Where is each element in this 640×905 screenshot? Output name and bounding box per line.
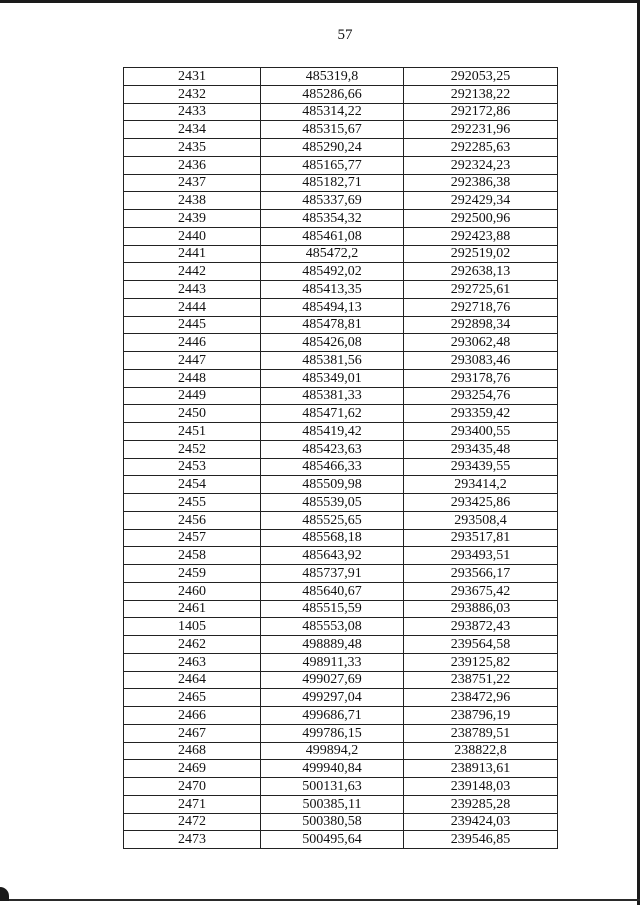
table-row — [124, 831, 558, 849]
y-coordinate-cell: 293493,51 — [404, 547, 558, 565]
y-coordinate-cell: 292898,34 — [404, 316, 558, 334]
x-coordinate-cell: 485640,67 — [261, 582, 404, 600]
y-coordinate-cell: 239546,85 — [404, 831, 558, 849]
x-coordinate-cell: 485423,63 — [261, 440, 404, 458]
point-number-cell: 2451 — [124, 423, 261, 441]
x-coordinate-cell: 485315,67 — [261, 121, 404, 139]
x-coordinate-cell: 485413,35 — [261, 281, 404, 299]
y-coordinate-cell: 292519,02 — [404, 245, 558, 263]
x-coordinate-cell: 499297,04 — [261, 689, 404, 707]
point-number-cell: 2447 — [124, 352, 261, 370]
y-coordinate-cell: 293062,48 — [404, 334, 558, 352]
point-number-cell: 2468 — [124, 742, 261, 760]
page-number: 57 — [337, 27, 353, 43]
y-coordinate-cell: 238472,96 — [404, 689, 558, 707]
x-coordinate-cell: 499940,84 — [261, 760, 404, 778]
point-number-cell: 2461 — [124, 600, 261, 618]
y-coordinate-cell: 292429,34 — [404, 192, 558, 210]
table-row — [124, 547, 558, 565]
point-number-cell: 2449 — [124, 387, 261, 405]
x-coordinate-cell: 499027,69 — [261, 671, 404, 689]
y-coordinate-cell: 293517,81 — [404, 529, 558, 547]
x-coordinate-cell: 500495,64 — [261, 831, 404, 849]
table-row — [124, 618, 558, 636]
y-coordinate-cell: 293083,46 — [404, 352, 558, 370]
table-row — [124, 405, 558, 423]
x-coordinate-cell: 485182,71 — [261, 174, 404, 192]
x-coordinate-cell: 485492,02 — [261, 263, 404, 281]
y-coordinate-cell: 239424,03 — [404, 813, 558, 831]
scan-mark-bottom-left — [0, 887, 9, 901]
x-coordinate-cell: 500131,63 — [261, 778, 404, 796]
point-number-cell: 2438 — [124, 192, 261, 210]
point-number-cell: 2441 — [124, 245, 261, 263]
point-number-cell: 2462 — [124, 636, 261, 654]
table-row — [124, 352, 558, 370]
table-row — [124, 813, 558, 831]
table-row — [124, 139, 558, 157]
point-number-cell: 2463 — [124, 653, 261, 671]
y-coordinate-cell: 238822,8 — [404, 742, 558, 760]
y-coordinate-cell: 293675,42 — [404, 582, 558, 600]
y-coordinate-cell: 292172,86 — [404, 103, 558, 121]
x-coordinate-cell: 485354,32 — [261, 210, 404, 228]
y-coordinate-cell: 293566,17 — [404, 565, 558, 583]
point-number-cell: 2464 — [124, 671, 261, 689]
table-row — [124, 653, 558, 671]
x-coordinate-cell: 485737,91 — [261, 565, 404, 583]
table-row — [124, 227, 558, 245]
x-coordinate-cell: 499686,71 — [261, 707, 404, 725]
x-coordinate-cell: 498889,48 — [261, 636, 404, 654]
y-coordinate-cell: 292500,96 — [404, 210, 558, 228]
x-coordinate-cell: 485568,18 — [261, 529, 404, 547]
y-coordinate-cell: 293254,76 — [404, 387, 558, 405]
x-coordinate-cell: 499786,15 — [261, 724, 404, 742]
table-row — [124, 565, 558, 583]
point-number-cell: 2457 — [124, 529, 261, 547]
x-coordinate-cell: 485478,81 — [261, 316, 404, 334]
y-coordinate-cell: 292725,61 — [404, 281, 558, 299]
y-coordinate-cell: 292386,38 — [404, 174, 558, 192]
table-row — [124, 316, 558, 334]
point-number-cell: 2448 — [124, 369, 261, 387]
y-coordinate-cell: 239148,03 — [404, 778, 558, 796]
y-coordinate-cell: 238751,22 — [404, 671, 558, 689]
point-number-cell: 2471 — [124, 795, 261, 813]
y-coordinate-cell: 293886,03 — [404, 600, 558, 618]
point-number-cell: 1405 — [124, 618, 261, 636]
table-row — [124, 476, 558, 494]
table-row — [124, 742, 558, 760]
x-coordinate-cell: 485539,05 — [261, 494, 404, 512]
y-coordinate-cell: 292231,96 — [404, 121, 558, 139]
table-row — [124, 281, 558, 299]
table-row — [124, 85, 558, 103]
point-number-cell: 2453 — [124, 458, 261, 476]
x-coordinate-cell: 498911,33 — [261, 653, 404, 671]
point-number-cell: 2442 — [124, 263, 261, 281]
table-row — [124, 795, 558, 813]
coordinates-table-body — [124, 68, 558, 849]
x-coordinate-cell: 485461,08 — [261, 227, 404, 245]
table-row — [124, 636, 558, 654]
point-number-cell: 2436 — [124, 156, 261, 174]
table-row — [124, 707, 558, 725]
table-row — [124, 387, 558, 405]
point-number-cell: 2440 — [124, 227, 261, 245]
y-coordinate-cell: 293400,55 — [404, 423, 558, 441]
y-coordinate-cell: 293425,86 — [404, 494, 558, 512]
y-coordinate-cell: 293508,4 — [404, 511, 558, 529]
table-row — [124, 369, 558, 387]
table-row — [124, 103, 558, 121]
x-coordinate-cell: 485525,65 — [261, 511, 404, 529]
y-coordinate-cell: 292638,13 — [404, 263, 558, 281]
table-row — [124, 529, 558, 547]
x-coordinate-cell: 485381,56 — [261, 352, 404, 370]
table-row — [124, 511, 558, 529]
y-coordinate-cell: 293439,55 — [404, 458, 558, 476]
x-coordinate-cell: 485471,62 — [261, 405, 404, 423]
point-number-cell: 2443 — [124, 281, 261, 299]
point-number-cell: 2455 — [124, 494, 261, 512]
point-number-cell: 2472 — [124, 813, 261, 831]
point-number-cell: 2459 — [124, 565, 261, 583]
y-coordinate-cell: 293414,2 — [404, 476, 558, 494]
point-number-cell: 2467 — [124, 724, 261, 742]
table-row — [124, 582, 558, 600]
x-coordinate-cell: 485466,33 — [261, 458, 404, 476]
x-coordinate-cell: 485165,77 — [261, 156, 404, 174]
x-coordinate-cell: 485349,01 — [261, 369, 404, 387]
table-row — [124, 174, 558, 192]
y-coordinate-cell: 292718,76 — [404, 298, 558, 316]
point-number-cell: 2456 — [124, 511, 261, 529]
point-number-cell: 2431 — [124, 68, 261, 86]
y-coordinate-cell: 292423,88 — [404, 227, 558, 245]
scan-edge-top — [0, 0, 640, 3]
x-coordinate-cell: 485426,08 — [261, 334, 404, 352]
table-row — [124, 494, 558, 512]
scan-edge-bottom — [8, 899, 640, 901]
y-coordinate-cell: 293359,42 — [404, 405, 558, 423]
table-row — [124, 68, 558, 86]
table-row — [124, 192, 558, 210]
x-coordinate-cell: 485286,66 — [261, 85, 404, 103]
y-coordinate-cell: 292053,25 — [404, 68, 558, 86]
table-row — [124, 778, 558, 796]
table-row — [124, 440, 558, 458]
point-number-cell: 2439 — [124, 210, 261, 228]
x-coordinate-cell: 485509,98 — [261, 476, 404, 494]
x-coordinate-cell: 485319,8 — [261, 68, 404, 86]
x-coordinate-cell: 485314,22 — [261, 103, 404, 121]
point-number-cell: 2445 — [124, 316, 261, 334]
table-row — [124, 423, 558, 441]
table-row — [124, 671, 558, 689]
point-number-cell: 2465 — [124, 689, 261, 707]
y-coordinate-cell: 238913,61 — [404, 760, 558, 778]
y-coordinate-cell: 239125,82 — [404, 653, 558, 671]
table-row — [124, 156, 558, 174]
y-coordinate-cell: 238789,51 — [404, 724, 558, 742]
point-number-cell: 2454 — [124, 476, 261, 494]
point-number-cell: 2460 — [124, 582, 261, 600]
x-coordinate-cell: 485290,24 — [261, 139, 404, 157]
table-row — [124, 334, 558, 352]
coordinates-table — [123, 67, 558, 849]
table-row — [124, 724, 558, 742]
table-row — [124, 210, 558, 228]
table-row — [124, 298, 558, 316]
point-number-cell: 2444 — [124, 298, 261, 316]
point-number-cell: 2446 — [124, 334, 261, 352]
table-row — [124, 263, 558, 281]
y-coordinate-cell: 293178,76 — [404, 369, 558, 387]
y-coordinate-cell: 238796,19 — [404, 707, 558, 725]
x-coordinate-cell: 499894,2 — [261, 742, 404, 760]
x-coordinate-cell: 485419,42 — [261, 423, 404, 441]
table-row — [124, 600, 558, 618]
point-number-cell: 2437 — [124, 174, 261, 192]
x-coordinate-cell: 485643,92 — [261, 547, 404, 565]
y-coordinate-cell: 293435,48 — [404, 440, 558, 458]
point-number-cell: 2433 — [124, 103, 261, 121]
point-number-cell: 2470 — [124, 778, 261, 796]
x-coordinate-cell: 485553,08 — [261, 618, 404, 636]
y-coordinate-cell: 293872,43 — [404, 618, 558, 636]
table-row — [124, 121, 558, 139]
x-coordinate-cell: 485472,2 — [261, 245, 404, 263]
point-number-cell: 2466 — [124, 707, 261, 725]
x-coordinate-cell: 500380,58 — [261, 813, 404, 831]
table-row — [124, 245, 558, 263]
x-coordinate-cell: 485494,13 — [261, 298, 404, 316]
table-row — [124, 760, 558, 778]
x-coordinate-cell: 485337,69 — [261, 192, 404, 210]
table-row — [124, 689, 558, 707]
x-coordinate-cell: 485381,33 — [261, 387, 404, 405]
point-number-cell: 2469 — [124, 760, 261, 778]
point-number-cell: 2473 — [124, 831, 261, 849]
y-coordinate-cell: 239564,58 — [404, 636, 558, 654]
point-number-cell: 2452 — [124, 440, 261, 458]
y-coordinate-cell: 292285,63 — [404, 139, 558, 157]
table-row — [124, 458, 558, 476]
point-number-cell: 2435 — [124, 139, 261, 157]
point-number-cell: 2458 — [124, 547, 261, 565]
x-coordinate-cell: 485515,59 — [261, 600, 404, 618]
y-coordinate-cell: 292324,23 — [404, 156, 558, 174]
point-number-cell: 2434 — [124, 121, 261, 139]
y-coordinate-cell: 292138,22 — [404, 85, 558, 103]
point-number-cell: 2450 — [124, 405, 261, 423]
point-number-cell: 2432 — [124, 85, 261, 103]
x-coordinate-cell: 500385,11 — [261, 795, 404, 813]
y-coordinate-cell: 239285,28 — [404, 795, 558, 813]
